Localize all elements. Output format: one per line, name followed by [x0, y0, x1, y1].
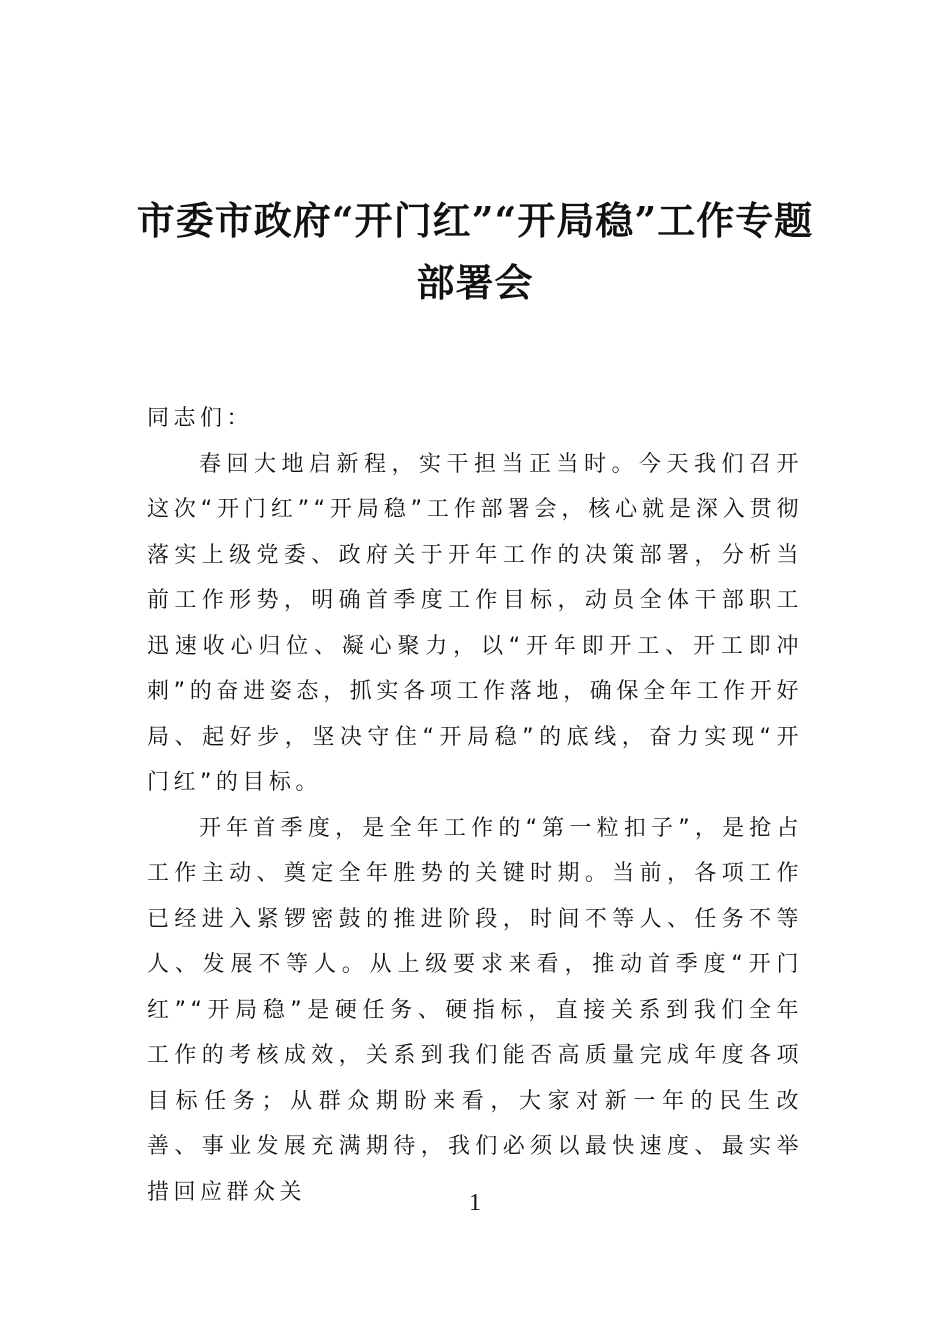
salutation: 同志们：: [147, 406, 254, 431]
page-number: 1: [469, 1190, 481, 1216]
document-body: [147, 396, 803, 1215]
paragraph-2: 开年首季度，是全年工作的“第一粒扣子”，是抢占工作主动、奠定全年胜势的关键时期。当前，各项工作已经进入紧锣密鼓的推进阶段，时间不等人、任务不等人、发展不等人。从上级要求来看，推动首季度“开门红”“开局稳”是硬任务、硬指标，直接关系到我们全年工作的考核成效，关系到我们能否高质量完成年度各项目标任务；从群众期盼来看，大家对新一年的民生改善、事业发展充满期待，我们必须以最快速度、最实举措回应群众关: [147, 815, 803, 1205]
paragraph-1: 春回大地启新程，实干担当正当时。今天我们召开这次“开门红”“开局稳”工作部署会，核心就是深入贯彻落实上级党委、政府关于开年工作的决策部署，分析当前工作形势，明确首季度工作目标，动员全体干部职工迅速收心归位、凝心聚力，以“开年即开工、开工即冲刺”的奋进姿态，抓实各项工作落地，确保全年工作开好局、起好步，坚决守住“开局稳”的底线，奋力实现“开门红”的目标。: [147, 451, 803, 795]
document-title: 市委市政府“开门红”“开局稳”工作专题部署会: [136, 198, 814, 305]
